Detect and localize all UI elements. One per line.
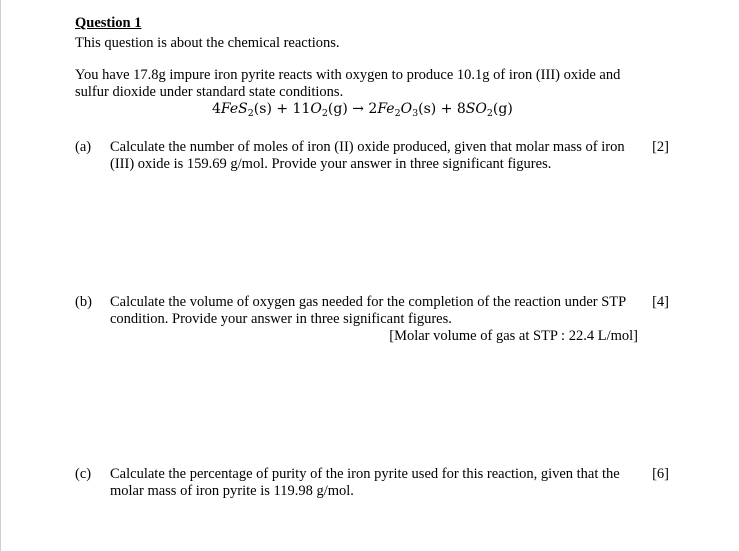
part-c-line-1: Calculate the percentage of purity of the iron pyrite used for this reaction, given that the [110,466,620,482]
reaction-equation: $4FeS_2(s) + 11O_2(g) \to 2Fe_2O_3(s) + 8SO_2(g)$ [212,101,513,119]
part-a-line-1: Calculate the number of moles of iron (II) oxide produced, given that molar mass of iron [110,139,625,155]
part-c-marks: [6] [652,466,669,482]
question-title: Question 1 [75,15,142,31]
part-c-label: (c) [75,466,92,482]
part-a-label: (a) [75,139,92,155]
part-b-label: (b) [75,294,92,310]
page-left-border [0,0,1,551]
part-b-marks: [4] [652,294,669,310]
setup-line-2: sulfur dioxide under standard state conditions. [75,84,344,100]
part-c-line-2: molar mass of iron pyrite is 119.98 g/mol. [110,483,354,499]
part-b-note: [Molar volume of gas at STP : 22.4 L/mol] [389,328,638,344]
setup-line-1: You have 17.8g impure iron pyrite reacts with oxygen to produce 10.1g of iron (III) oxide and [75,67,621,83]
part-b-line-2: condition. Provide your answer in three significant figures. [110,311,452,327]
question-intro: This question is about the chemical reactions. [75,35,340,51]
part-a-marks: [2] [652,139,669,155]
part-b-line-1: Calculate the volume of oxygen gas needed for the completion of the reaction under STP [110,294,627,310]
part-a-line-2: (III) oxide is 159.69 g/mol. Provide your answer in three significant figures. [110,156,552,172]
